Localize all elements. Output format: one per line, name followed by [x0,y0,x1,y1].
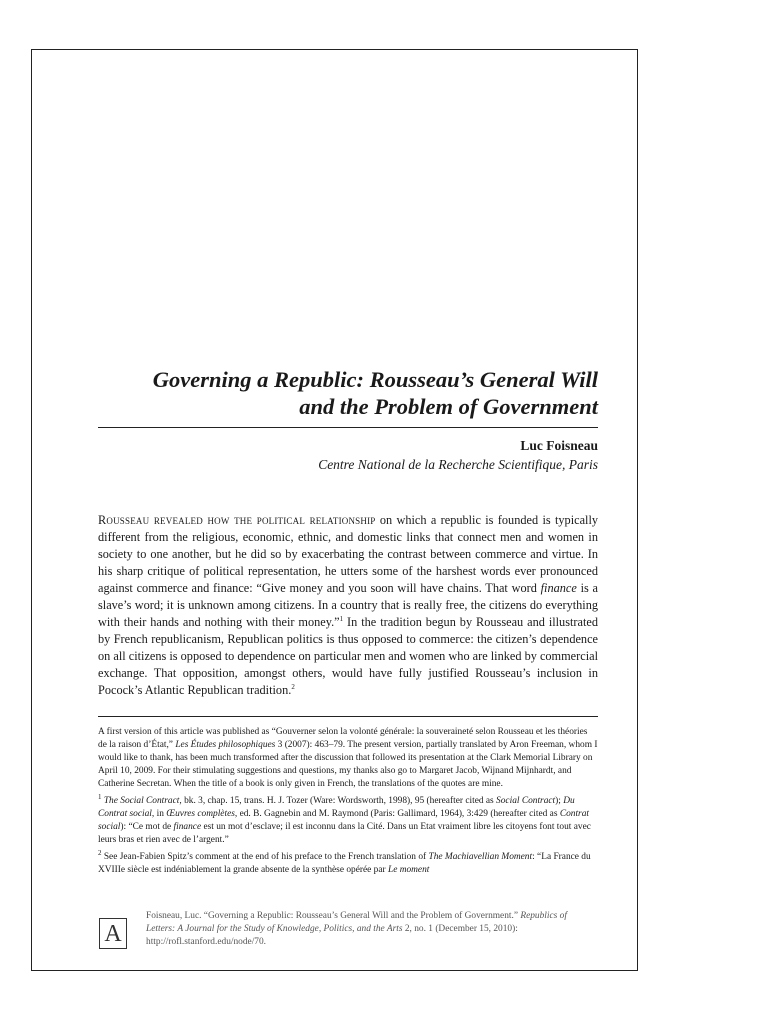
fn0-journal: Les Études philosophiques [175,740,276,750]
fn2-text-a: See Jean-Fabien Spitz’s comment at the end of his preface to the French translation of [101,852,429,862]
footnote-ref-2[interactable]: 2 [291,682,295,691]
fn1-em-2: Social Contract [496,796,556,806]
fn0-text-a: A first version of this article was published as “Gouverner selon la volonté générale: la souveraineté selon Rousseau et les théories de la raison d’État,” [98,727,588,750]
author-name: Luc Foisneau [520,438,598,453]
footnote-rule [98,716,598,717]
fn2-em-2: Le moment [387,865,430,875]
body-text-3: In the tradition begun by Rousseau and illustrated by French republicanism, Republican politics is thus opposed to commerce: the citizen’s dependence on all citizens is opposed to dependence on particular men and women who are linked by commercial exchange. That opposition, amongst others, would have fully justified Rousseau’s inclusion in Pocock’s Atlantic Republican tradition. [98,615,598,697]
fn2-text-b: : “La France du XVIIIe siècle est indéniablement la grande absente de la synthèse opérée par [98,852,591,875]
fn1-text-b: ); [555,796,564,806]
journal-logo-icon: A [99,918,127,949]
fn1-em-1: The Social Contract [103,796,180,806]
title-line-1: Governing a Republic: Rousseau’s General Will [152,367,598,392]
lead-in-smallcaps: Rousseau revealed how the political relationship [98,513,376,527]
author-affiliation: Centre National de la Recherche Scientifique, Paris [318,457,598,472]
title-line-2: and the Problem of Government [299,394,598,419]
body-paragraph [98,512,598,699]
citation-block [146,910,598,949]
fn1-text-e: ): “Ce mot de [120,822,174,832]
fn1-text-a: , bk. 3, chap. 15, trans. H. J. Tozer (Ware: Wordsworth, 1998), 95 (hereafter cited as [179,796,497,806]
body-text-1: on which a republic is founded is typically different from the religious, economic, ethnic, and domestic links that connect men and women in society to one another, but he did so by exacerbating the contrast between commerce and virtue. In his sharp critique of political representation, he utters some of the harshest words ever pronounced against commerce and finance: “Give money and you soon will have chains. That word [98,513,599,595]
fn1-em-5: Contrat social [98,809,589,832]
footnote-unnumbered [98,726,598,791]
article-title [98,366,598,420]
fn1-text-f: est un mot d’esclave; il est inconnu dans la Cité. Dans un Etat vraiment libre les citoyens font tout avec leurs bras et rien avec de l’argent.” [98,822,591,845]
fn1-text-d: , ed. B. Gagnebin and M. Raymond (Paris: Gallimard, 1964), 3:429 (hereafter cited as [234,809,560,819]
fn1-em-3: Du Contrat social [98,796,575,819]
body-emphasis-finance: finance [540,581,577,595]
citation-text-a: Foisneau, Luc. “Governing a Republic: Rousseau’s General Will and the Problem of Government.” [146,911,521,921]
title-rule [98,427,598,428]
footnote-1 [98,792,598,847]
footnote-ref-1[interactable]: 1 [339,614,344,623]
fn0-text-b: 3 (2007): 463–79. The present version, partially translated by Aron Freeman, whom I would like to thank, has been much transformed after the discussion that followed its presentation at the Clark Memorial Library on April 10, 2009. For their stimulating suggestions and questions, my thanks also go to Margaret Jacob, Wijnand Mijnhardt, and Catherine Secretan. When the title of a book is only given in French, the translations of the quotes are mine. [98,740,598,789]
body-text-2: is a slave’s word; it is unknown among citizens. In a country that is really free, the citizens do everything with their hands and nothing with their money.” [98,581,598,629]
fn2-em-1: The Machiavellian Moment [428,852,533,862]
citation-journal: Republics of Letters: A Journal for the Study of Knowledge, Politics, and the Arts [146,911,567,934]
footnotes [98,726,598,881]
fn1-text-c: , in [151,809,167,819]
fn1-em-4: Œuvres complètes [166,809,235,819]
fn1-em-6: finance [173,822,202,832]
footnote-2 [98,848,598,877]
fn1-number: 1 [98,792,102,801]
citation-text-b: 2, no. 1 (December 15, 2010): http://rofl.stanford.edu/node/70. [146,924,518,947]
fn2-number: 2 [98,848,102,857]
